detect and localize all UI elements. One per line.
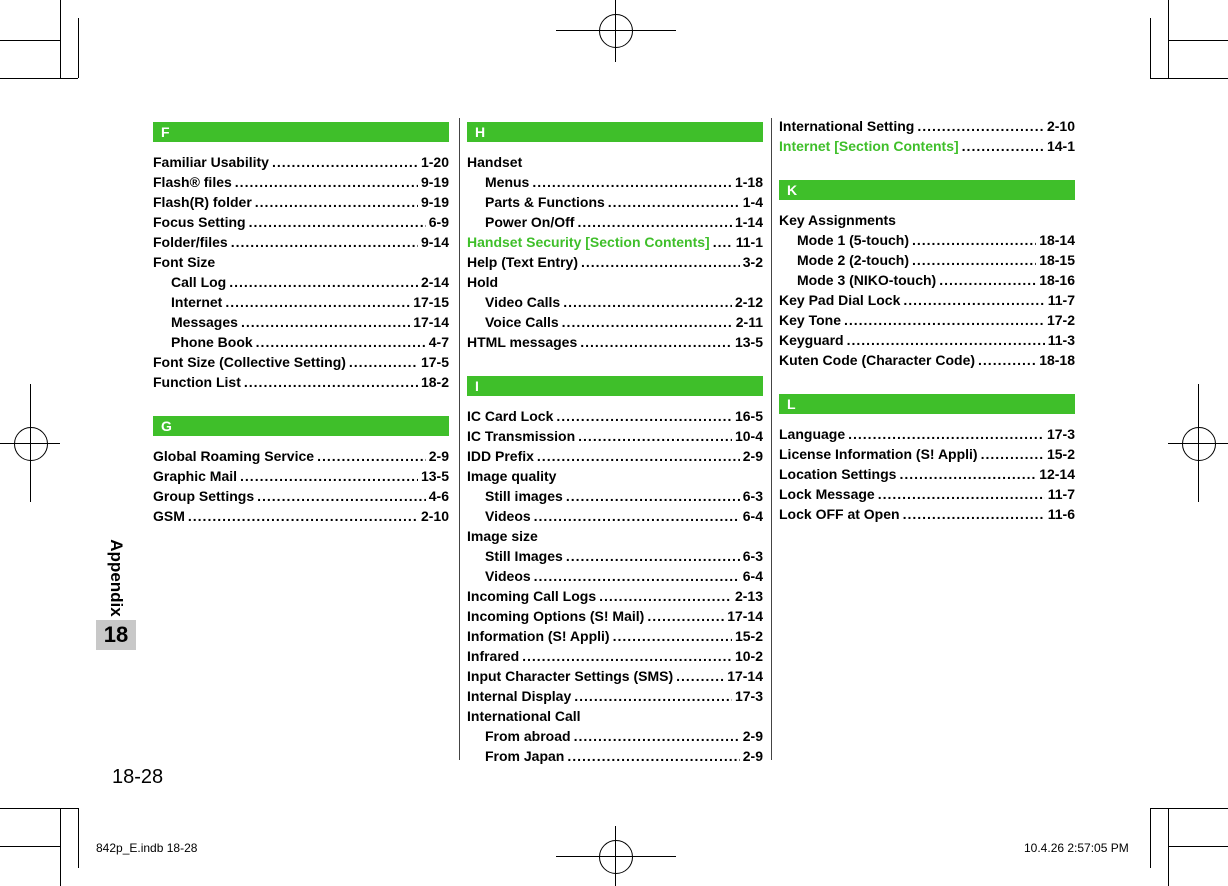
entry-page-ref: 11-3 (1047, 332, 1075, 348)
entry-term: IC Transmission (467, 428, 576, 444)
entry-term: Parts & Functions (485, 194, 605, 210)
index-subentry (467, 726, 763, 746)
index-entry (467, 526, 763, 546)
index-subentry (467, 312, 763, 332)
entry-term: Graphic Mail (153, 468, 238, 484)
entry-term: Key Pad Dial Lock (779, 292, 901, 308)
index-subentry (153, 292, 449, 312)
index-entry (153, 172, 449, 192)
entry-term: Messages (171, 314, 238, 330)
entry-term: Voice Calls (485, 314, 559, 330)
index-entry (779, 444, 1075, 464)
entry-page-ref: 17-3 (1046, 426, 1075, 442)
entry-page-ref: 17-2 (1046, 312, 1075, 328)
entry-page-ref: 1-20 (420, 154, 449, 170)
entry-term: Power On/Off (485, 214, 575, 230)
crop-mark (78, 808, 79, 868)
entry-page-ref: 17-3 (734, 688, 763, 704)
index-entry (153, 506, 449, 526)
dot-leader (580, 332, 732, 352)
index-column-3 (779, 116, 1075, 524)
dot-leader (244, 372, 418, 392)
entry-term: HTML messages (467, 334, 578, 350)
entry-term: Function List (153, 374, 241, 390)
entry-page-ref: 17-14 (413, 314, 449, 330)
dot-leader (257, 486, 426, 506)
index-entry (153, 252, 449, 272)
dot-leader (574, 686, 732, 706)
entry-term: Font Size (153, 254, 216, 270)
index-subentry (153, 332, 449, 352)
entry-page-ref: 13-5 (420, 468, 449, 484)
entry-term: Videos (485, 568, 531, 584)
entry-term: Image size (467, 528, 538, 544)
crop-mark (78, 18, 79, 78)
dot-leader (225, 292, 410, 312)
index-column-2 (467, 118, 763, 766)
print-slug-right: 10.4.26 2:57:05 PM (1024, 841, 1129, 855)
entry-term: International Setting (779, 118, 915, 134)
dot-leader (563, 292, 732, 312)
entry-page-ref: 15-2 (734, 628, 763, 644)
entry-page-ref: 11-1 (735, 234, 763, 250)
entry-term: Global Roaming Service (153, 448, 315, 464)
index-subentry (467, 192, 763, 212)
section-tab-label: Appendix (107, 539, 126, 617)
entry-page-ref: 1-4 (742, 194, 763, 210)
entry-term: Mode 1 (5-touch) (797, 232, 909, 248)
dot-leader (235, 172, 418, 192)
entry-page-ref: 11-7 (1047, 292, 1075, 308)
entry-page-ref: 2-11 (735, 314, 763, 330)
entry-page-ref: 2-9 (742, 448, 763, 464)
crop-mark (1150, 78, 1228, 79)
entry-page-ref: 4-6 (428, 488, 449, 504)
dot-leader (917, 116, 1044, 136)
index-subentry (779, 270, 1075, 290)
crop-mark (1150, 808, 1228, 809)
entry-page-ref: 4-7 (428, 334, 449, 350)
index-column-1 (153, 118, 449, 526)
crop-mark (0, 846, 60, 847)
dot-leader (844, 310, 1044, 330)
entry-term: From Japan (485, 748, 565, 764)
entry-term: Menus (485, 174, 530, 190)
index-subentry (467, 212, 763, 232)
entry-page-ref: 1-14 (734, 214, 763, 230)
section-letter-header: F (153, 122, 449, 142)
index-entry (779, 210, 1075, 230)
index-entry (467, 152, 763, 172)
entry-page-ref: 10-2 (734, 648, 763, 664)
dot-leader (240, 466, 418, 486)
spacer (153, 392, 449, 412)
dot-leader (599, 586, 732, 606)
entry-page-ref: 18-14 (1039, 232, 1075, 248)
column-divider (459, 118, 460, 760)
index-subentry (467, 486, 763, 506)
entry-page-ref: 12-14 (1039, 466, 1075, 482)
registration-mark (1182, 427, 1216, 461)
entry-term: Internet [Section Contents] (779, 138, 959, 154)
index-subentry (779, 250, 1075, 270)
dot-leader (532, 172, 732, 192)
dot-leader (231, 232, 418, 252)
section-letter-header: H (467, 122, 763, 142)
registration-mark (14, 427, 48, 461)
section-letter-header: K (779, 180, 1075, 200)
dot-leader (903, 504, 1045, 524)
dot-leader (962, 136, 1044, 156)
spacer (467, 352, 763, 372)
dot-leader (608, 192, 740, 212)
spacer (779, 156, 1075, 176)
index-entry (779, 350, 1075, 370)
entry-page-ref: 2-12 (734, 294, 763, 310)
dot-leader (188, 506, 418, 526)
section-letter-header: G (153, 416, 449, 436)
entry-term: Still images (485, 488, 563, 504)
entry-term: Lock OFF at Open (779, 506, 900, 522)
dot-leader (229, 272, 418, 292)
index-entry (153, 466, 449, 486)
entry-term: IC Card Lock (467, 408, 554, 424)
dot-leader (581, 252, 740, 272)
entry-term: Focus Setting (153, 214, 246, 230)
dot-leader (912, 250, 1036, 270)
entry-term: Image quality (467, 468, 557, 484)
dot-leader (981, 444, 1044, 464)
index-entry (467, 406, 763, 426)
entry-term: Infrared (467, 648, 520, 664)
dot-leader (534, 566, 740, 586)
entry-term: From abroad (485, 728, 571, 744)
entry-page-ref: 2-13 (734, 588, 763, 604)
index-entry (779, 310, 1075, 330)
entry-term: Folder/files (153, 234, 228, 250)
entry-page-ref: 3-2 (742, 254, 763, 270)
entry-page-ref: 13-5 (734, 334, 763, 350)
entry-term: Familiar Usability (153, 154, 269, 170)
index-entry (467, 706, 763, 726)
section-letter-header: L (779, 394, 1075, 414)
entry-term: Flash® files (153, 174, 232, 190)
index-entry (779, 484, 1075, 504)
dot-leader (349, 352, 418, 372)
entry-term: Hold (467, 274, 499, 290)
crop-mark (1168, 846, 1228, 847)
crop-mark (0, 40, 60, 41)
entry-page-ref: 18-2 (420, 374, 449, 390)
entry-term: Internet (171, 294, 223, 310)
index-subentry (467, 546, 763, 566)
index-entry (153, 486, 449, 506)
index-entry (779, 504, 1075, 524)
dot-leader (556, 406, 732, 426)
dot-leader (899, 464, 1036, 484)
entry-page-ref: 2-10 (1046, 118, 1075, 134)
entry-term: Mode 3 (NIKO-touch) (797, 272, 937, 288)
entry-page-ref: 18-18 (1039, 352, 1075, 368)
spacer (779, 370, 1075, 390)
dot-leader (939, 270, 1036, 290)
dot-leader (978, 350, 1036, 370)
dot-leader (562, 312, 733, 332)
entry-page-ref: 17-5 (420, 354, 449, 370)
dot-leader (522, 646, 732, 666)
index-entry (153, 446, 449, 466)
dot-leader (249, 212, 426, 232)
crop-mark (1168, 0, 1169, 78)
index-entry (467, 272, 763, 292)
index-entry (779, 290, 1075, 310)
entry-page-ref: 6-4 (742, 508, 763, 524)
index-entry (153, 372, 449, 392)
crop-mark (1150, 18, 1151, 78)
index-entry (467, 252, 763, 272)
entry-term: Keyguard (779, 332, 844, 348)
entry-term: Still Images (485, 548, 563, 564)
index-entry (467, 466, 763, 486)
entry-term: Key Assignments (779, 212, 896, 228)
crop-mark (1168, 40, 1228, 41)
index-subentry (467, 292, 763, 312)
entry-page-ref: 2-14 (420, 274, 449, 290)
entry-page-ref: 18-16 (1039, 272, 1075, 288)
entry-term: Key Tone (779, 312, 841, 328)
dot-leader (848, 424, 1044, 444)
print-slug-left: 842p_E.indb 18-28 (96, 841, 198, 855)
entry-term: Handset (467, 154, 523, 170)
index-entry (779, 424, 1075, 444)
entry-term: IDD Prefix (467, 448, 534, 464)
dot-leader (578, 426, 732, 446)
column-divider (771, 118, 772, 760)
entry-term: Incoming Call Logs (467, 588, 597, 604)
section-letter-header: I (467, 376, 763, 396)
registration-mark (599, 14, 633, 48)
dot-leader (577, 212, 732, 232)
entry-page-ref: 9-14 (420, 234, 449, 250)
index-entry (467, 626, 763, 646)
entry-page-ref: 18-15 (1039, 252, 1075, 268)
index-entry (467, 686, 763, 706)
entry-term: Information (S! Appli) (467, 628, 610, 644)
dot-leader (903, 290, 1044, 310)
entry-page-ref: 9-19 (420, 194, 449, 210)
entry-term: Help (Text Entry) (467, 254, 578, 270)
crop-mark (60, 808, 61, 886)
index-entry (467, 332, 763, 352)
entry-page-ref: 14-1 (1046, 138, 1075, 154)
dot-leader (566, 486, 740, 506)
entry-term: Flash(R) folder (153, 194, 252, 210)
index-entry (467, 586, 763, 606)
crop-mark (0, 78, 78, 79)
entry-page-ref: 6-3 (742, 488, 763, 504)
index-entry (467, 446, 763, 466)
index-entry (153, 152, 449, 172)
dot-leader (613, 626, 732, 646)
dot-leader (241, 312, 410, 332)
entry-term: Group Settings (153, 488, 255, 504)
entry-page-ref: 6-4 (742, 568, 763, 584)
dot-leader (256, 332, 426, 352)
entry-term: Font Size (Collective Setting) (153, 354, 346, 370)
page-number: 18-28 (112, 766, 164, 788)
index-subentry (153, 272, 449, 292)
entry-term: Handset Security [Section Contents] (467, 234, 710, 250)
index-subentry (467, 566, 763, 586)
entry-term: Input Character Settings (SMS) (467, 668, 674, 684)
entry-page-ref: 11-6 (1047, 506, 1075, 522)
entry-page-ref: 2-10 (420, 508, 449, 524)
index-entry (467, 606, 763, 626)
dot-leader (534, 506, 740, 526)
entry-term: Videos (485, 508, 531, 524)
crop-mark (0, 808, 78, 809)
index-entry (779, 116, 1075, 136)
dot-leader (272, 152, 418, 172)
entry-page-ref: 11-7 (1047, 486, 1075, 502)
entry-page-ref: 1-18 (734, 174, 763, 190)
entry-page-ref: 2-9 (742, 728, 763, 744)
dot-leader (676, 666, 724, 686)
entry-page-ref: 2-9 (742, 748, 763, 764)
entry-term: GSM (153, 508, 185, 524)
registration-mark (599, 840, 633, 874)
entry-page-ref: 15-2 (1046, 446, 1075, 462)
index-subentry (467, 506, 763, 526)
index-subentry (467, 746, 763, 766)
entry-term: International Call (467, 708, 581, 724)
entry-term: Lock Message (779, 486, 875, 502)
dot-leader (713, 232, 733, 252)
entry-term: License Information (S! Appli) (779, 446, 978, 462)
index-entry (779, 464, 1075, 484)
index-entry (467, 426, 763, 446)
index-link-entry[interactable] (779, 136, 1075, 156)
dot-leader (878, 484, 1045, 504)
index-entry (153, 352, 449, 372)
entry-page-ref: 6-9 (428, 214, 449, 230)
entry-term: Language (779, 426, 846, 442)
entry-page-ref: 17-14 (727, 608, 763, 624)
entry-page-ref: 6-3 (742, 548, 763, 564)
dot-leader (317, 446, 426, 466)
index-entry (467, 666, 763, 686)
entry-page-ref: 10-4 (734, 428, 763, 444)
index-entry (467, 646, 763, 666)
entry-term: Incoming Options (S! Mail) (467, 608, 645, 624)
crop-mark (1168, 808, 1169, 886)
index-entry (153, 232, 449, 252)
entry-page-ref: 17-15 (413, 294, 449, 310)
entry-page-ref: 17-14 (727, 668, 763, 684)
crop-mark (1150, 808, 1151, 868)
entry-page-ref: 9-19 (420, 174, 449, 190)
entry-term: Kuten Code (Character Code) (779, 352, 976, 368)
index-entry (153, 212, 449, 232)
index-entry (779, 330, 1075, 350)
entry-term: Video Calls (485, 294, 561, 310)
dot-leader (912, 230, 1036, 250)
dot-leader (255, 192, 418, 212)
index-entry (153, 192, 449, 212)
entry-term: Location Settings (779, 466, 897, 482)
entry-term: Call Log (171, 274, 227, 290)
crop-mark (60, 0, 61, 78)
entry-page-ref: 16-5 (734, 408, 763, 424)
index-subentry (153, 312, 449, 332)
entry-page-ref: 2-9 (428, 448, 449, 464)
dot-leader (574, 726, 740, 746)
entry-term: Internal Display (467, 688, 572, 704)
index-subentry (467, 172, 763, 192)
section-tab-number: 18 (96, 620, 136, 650)
index-subentry (779, 230, 1075, 250)
dot-leader (567, 746, 739, 766)
dot-leader (647, 606, 724, 626)
entry-term: Phone Book (171, 334, 253, 350)
index-link-entry[interactable] (467, 232, 763, 252)
dot-leader (847, 330, 1045, 350)
entry-term: Mode 2 (2-touch) (797, 252, 909, 268)
dot-leader (537, 446, 740, 466)
dot-leader (566, 546, 740, 566)
